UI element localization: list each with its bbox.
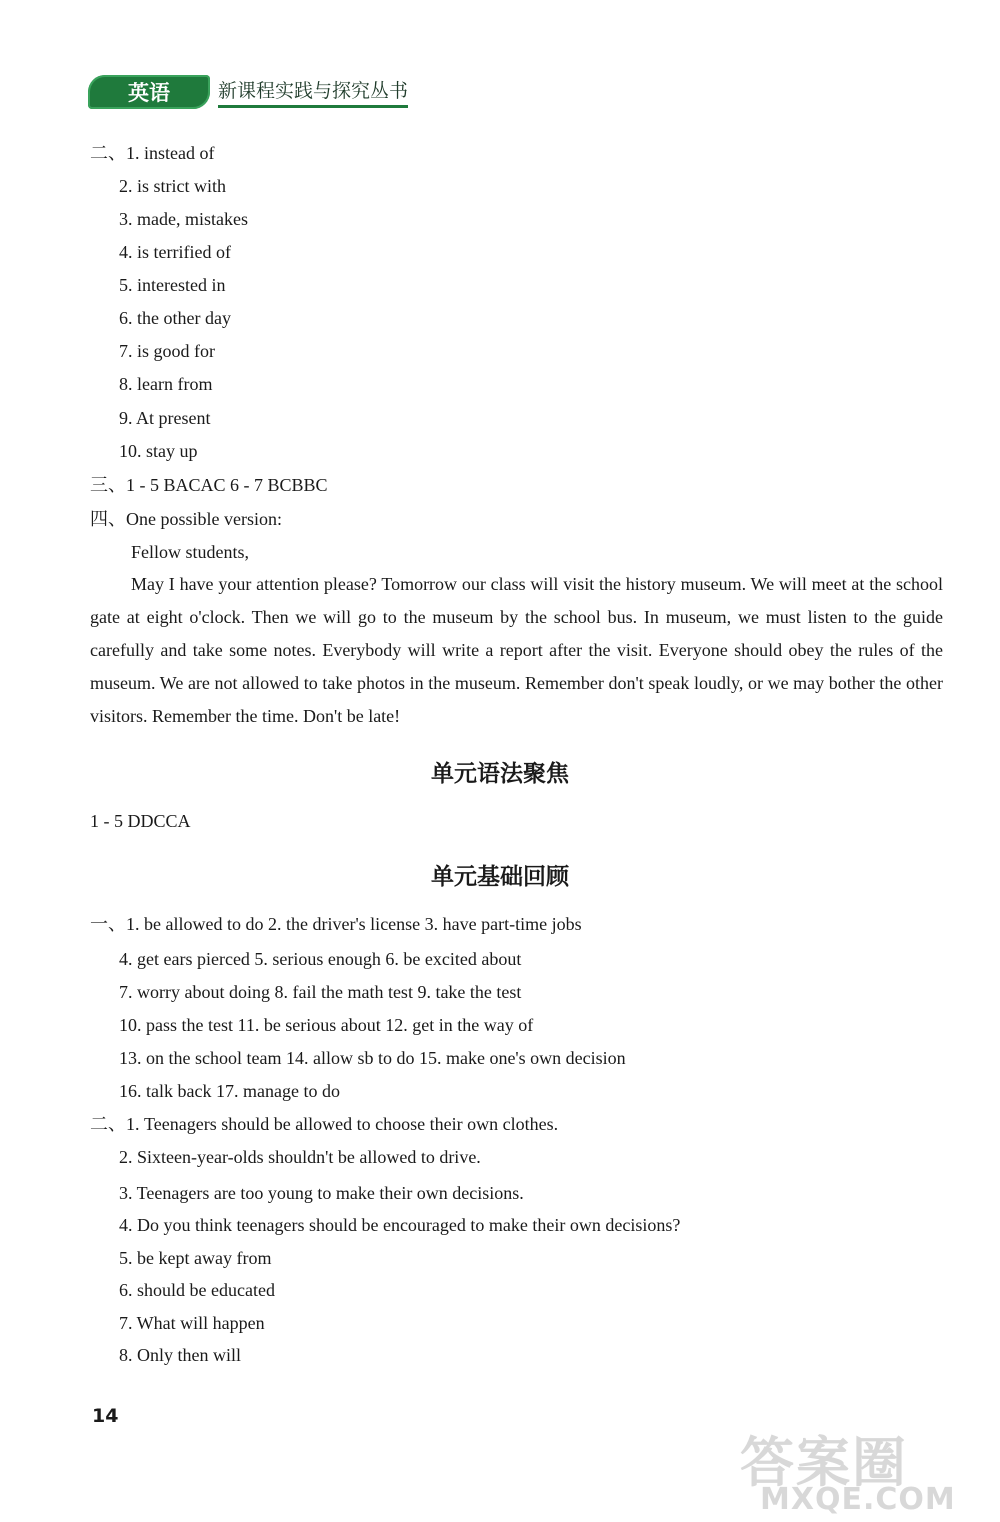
writing-greeting: Fellow students,	[131, 542, 250, 562]
watermark-url: MXQE.COM	[760, 1482, 956, 1517]
sentence-line: 4. Do you think teenagers should be encouraged to make their own decisions?	[119, 1215, 681, 1235]
answer-line: 二、1. instead of	[90, 143, 215, 163]
sentence-line: 5. be kept away from	[119, 1248, 272, 1268]
answer-line: 4. is terrified of	[119, 242, 231, 262]
answer-line: 9. At present	[119, 408, 211, 428]
phrase-line: 16. talk back 17. manage to do	[119, 1081, 340, 1101]
sentence-line: 2. Sixteen-year-olds shouldn't be allowed to drive.	[119, 1147, 481, 1167]
phrase-line: 4. get ears pierced 5. serious enough 6. be excited about	[119, 949, 522, 969]
page-number: 14	[92, 1405, 119, 1427]
phrase-line: 13. on the school team 14. allow sb to do 15. make one's own decision	[119, 1048, 626, 1068]
writing-label: 四、One possible version:	[90, 509, 282, 529]
answer-line: 7. is good for	[119, 341, 215, 361]
answer-line: 10. stay up	[119, 441, 198, 461]
site-watermark	[740, 1420, 990, 1520]
answer-line: 5. interested in	[119, 275, 226, 295]
book-header	[88, 74, 408, 110]
series-title: 新课程实践与探究丛书	[218, 76, 408, 108]
grammar-heading: 单元语法聚焦	[431, 761, 569, 787]
sentence-line: 7. What will happen	[119, 1313, 265, 1333]
grammar-answers: 1 - 5 DDCCA	[90, 811, 191, 831]
review-heading: 单元基础回顾	[431, 864, 569, 890]
watermark-logo-text: 答案圈	[740, 1431, 908, 1494]
writing-body: May I have your attention please? Tomorrow our class will visit the history museum. We will meet at the school gate at eight o'clock. Then we will go to the museum by the school bus. In museum, we must listen to the guide carefully and take some notes. Everybody will write a report after the visit. Everyone should obey the rules of the museum. We are not allowed to take photos in the museum. Remember don't speak loudly, or we may bother the other visitors. Remember the time. Don't be late!	[90, 574, 943, 726]
sentence-line: 8. Only then will	[119, 1345, 241, 1365]
phrase-line: 10. pass the test 11. be serious about 12. get in the way of	[119, 1015, 534, 1035]
phrase-line: 7. worry about doing 8. fail the math test 9. take the test	[119, 982, 522, 1002]
answer-line: 3. made, mistakes	[119, 209, 248, 229]
sentence-line: 6. should be educated	[119, 1280, 275, 1300]
subject-badge: 英语	[88, 75, 210, 109]
sentence-line: 二、1. Teenagers should be allowed to choose their own clothes.	[90, 1114, 559, 1134]
answer-line: 2. is strict with	[119, 176, 226, 196]
answer-line: 8. learn from	[119, 374, 213, 394]
multiple-choice-answers: 三、1 - 5 BACAC 6 - 7 BCBBC	[90, 475, 328, 495]
sentence-line: 3. Teenagers are too young to make their own decisions.	[119, 1183, 524, 1203]
phrase-line: 一、1. be allowed to do 2. the driver's license 3. have part-time jobs	[90, 914, 582, 934]
answer-line: 6. the other day	[119, 308, 231, 328]
